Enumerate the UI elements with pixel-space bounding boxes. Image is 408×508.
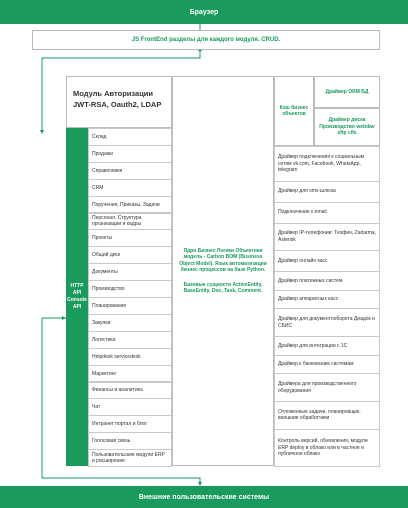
- module-item: Маркетинг: [88, 365, 172, 383]
- module-item: Общий диск: [88, 246, 172, 264]
- driver-item: Драйвер к банковским системам: [274, 355, 380, 375]
- driver-item: Контроль версий, обновления, модули ERP deploy в облако или в частное и публичное облако: [274, 429, 380, 467]
- driver-item: Драйвер для интеграции с 1С: [274, 336, 380, 356]
- external-label: Внешние пользовательские системы: [138, 493, 270, 501]
- orm-box: [314, 76, 380, 108]
- module-item: Проекты: [88, 229, 172, 247]
- driver-item: Драйвера для производственного оборудования: [274, 373, 380, 402]
- auth-title: Модуль Авторизации: [73, 89, 154, 98]
- disk-box: [314, 108, 380, 146]
- module-item: Финансы и аналитика: [88, 382, 172, 400]
- frontend-box: [32, 30, 380, 50]
- external-systems-bar: [0, 486, 408, 508]
- cache-box: [274, 76, 314, 146]
- arrow-head-down: [40, 130, 44, 134]
- module-item: Интранет портал и блог: [88, 415, 172, 433]
- driver-item: Драйвер для документооборота Диадок и СБИС: [274, 308, 380, 337]
- orm-label: Драйвер ORM БД: [325, 89, 369, 95]
- frontend-to-api-line: [42, 51, 200, 65]
- module-item: Планирование: [88, 297, 172, 315]
- driver-item: Драйвер платежных систем: [274, 271, 380, 291]
- browser-bar: [0, 0, 408, 24]
- core-entities: Базовые сущности ActiveEntity, BaseEntity, Doc, Task, Comment.: [183, 281, 263, 294]
- driver-item: Драйвер IP-телефонии: Техфин, Zadarma, Asterisk: [274, 223, 380, 252]
- http-api-label: HTTP API Console API: [67, 283, 87, 310]
- driver-item: Драйвер аппаратных касс: [274, 290, 380, 310]
- frontend-label: JS FrontEnd разделы для каждого модуля. CRUD.: [131, 37, 281, 43]
- auth-module: [66, 76, 172, 128]
- module-item: Закупки: [88, 314, 172, 332]
- driver-item: Отложенные задачи, планировщик, внешние обработчики: [274, 401, 380, 430]
- module-item: CRM: [88, 179, 172, 197]
- module-item: Продажи: [88, 145, 172, 163]
- driver-item: Драйвер онлайн касс: [274, 250, 380, 272]
- module-item: Логистика: [88, 331, 172, 349]
- auth-subtitle: JWT-RSA, Oauth2, LDAP: [73, 100, 162, 109]
- driver-item: Драйвер для sms-шлюза: [274, 181, 380, 203]
- module-item: Голосовая связь: [88, 432, 172, 450]
- core-block: [172, 76, 274, 466]
- http-api-bar: [66, 128, 88, 466]
- module-item: Пользовательские модули ERP и расширение: [88, 449, 172, 467]
- module-item: Чат: [88, 398, 172, 416]
- module-item: Персонал. Структура организации и кадры: [88, 213, 172, 231]
- module-item: Склад: [88, 128, 172, 146]
- module-item: Справочники: [88, 162, 172, 180]
- core-text: Ядро Бизнес Логики Объектная модель - Carbon BOM (Business Object Model). Язык автоматизации бизнес процессов на базе Python.: [179, 247, 267, 273]
- driver-item: Драйвер подключения к социальным сетям vk.com, Facebook, WhatsApp, telegram: [274, 146, 380, 182]
- module-item: Helpdesk servicedesk: [88, 348, 172, 366]
- driver-item: Подключение к email: [274, 202, 380, 224]
- cache-label: Кэш бизнес объектов: [279, 104, 309, 117]
- disk-label: Драйвер диска Производство webdav sftp cifs: [319, 117, 375, 137]
- browser-label: Браузер: [189, 8, 219, 16]
- module-item: Поручения, Приказы, Задачи: [88, 196, 172, 214]
- module-item: Документы: [88, 263, 172, 281]
- module-item: Производство: [88, 280, 172, 298]
